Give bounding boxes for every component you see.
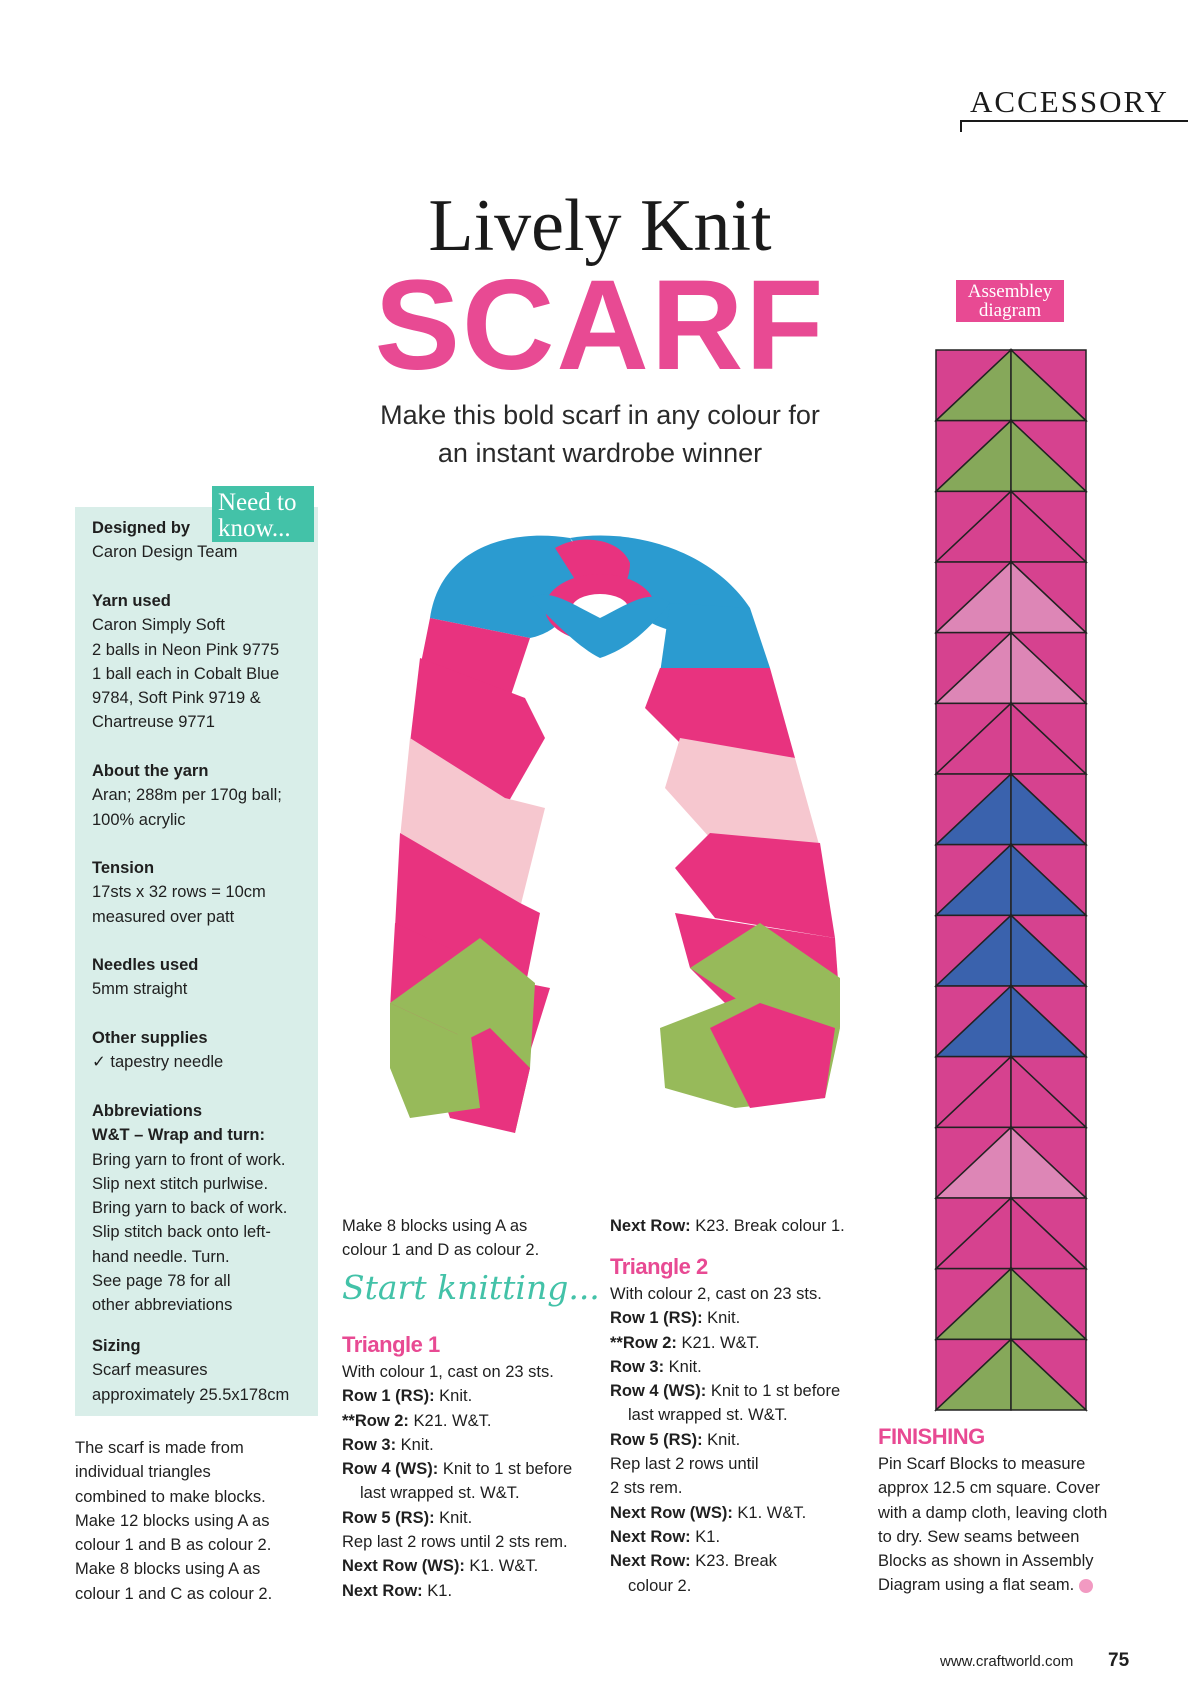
tri2-line-text: colour 2. xyxy=(628,1576,692,1595)
tri2-line xyxy=(610,1331,840,1355)
tri1-line-text: K1. W&T. xyxy=(464,1557,539,1576)
tri2-line xyxy=(610,1501,840,1525)
tri2-line xyxy=(610,1282,840,1306)
footer-url: www.craftworld.com xyxy=(940,1653,1074,1670)
tri1-line-text: Knit. xyxy=(434,1508,473,1527)
tri1-line-bold: Row 4 (WS): xyxy=(342,1460,439,1479)
abbreviations-subhead: W&T – Wrap and turn: xyxy=(92,1126,265,1145)
title-line-1: Lively Knit xyxy=(428,185,772,267)
diagram-block xyxy=(936,491,1086,562)
yarn-label: Yarn used xyxy=(92,592,171,610)
yarn-block xyxy=(92,589,312,735)
yarn-line: Chartreuse 9771 xyxy=(92,713,215,732)
tri1-line xyxy=(342,1384,572,1408)
tri1-line xyxy=(342,1433,572,1457)
column-3-top xyxy=(610,1214,845,1238)
column-2-top xyxy=(342,1214,539,1263)
diagram-block xyxy=(936,845,1086,916)
tri2-line-text: Knit. xyxy=(664,1357,702,1376)
tri1-line-text: last wrapped st. W&T. xyxy=(360,1484,520,1503)
tri2-line-text: Knit. xyxy=(702,1309,741,1328)
tri2-line xyxy=(610,1355,840,1379)
designed-by-block xyxy=(92,516,312,565)
tri2-line-bold: Row 4 (WS): xyxy=(610,1382,707,1401)
diagram-block xyxy=(936,915,1086,986)
tri1-line xyxy=(342,1481,572,1505)
tri1-line-text: K21. W&T. xyxy=(408,1411,492,1430)
abbreviations-block xyxy=(92,1099,312,1318)
scarf-photo xyxy=(330,508,890,1208)
about-yarn-line: 100% acrylic xyxy=(92,810,186,829)
designed-by-value: Caron Design Team xyxy=(92,543,238,562)
abbreviations-label: Abbreviations xyxy=(92,1102,203,1120)
start-knitting-heading: Start knitting... xyxy=(342,1268,600,1307)
yarn-ball-icon xyxy=(1079,1579,1093,1593)
yarn-line: 9784, Soft Pink 9719 & xyxy=(92,689,261,708)
tri2-line-text: Knit. xyxy=(702,1430,741,1449)
tri2-line-bold: Row 5 (RS): xyxy=(610,1430,703,1449)
finishing-line xyxy=(878,1573,1107,1597)
tri1-line-bold: Row 3: xyxy=(342,1435,397,1454)
intro-line: The scarf is made from xyxy=(75,1439,244,1457)
tri1-line xyxy=(342,1409,572,1433)
tension-label: Tension xyxy=(92,859,155,877)
tri2-line xyxy=(610,1452,840,1476)
page-number: 75 xyxy=(1108,1650,1130,1671)
col3-top-text: K23. Break colour 1. xyxy=(690,1217,845,1235)
intro-line: Make 8 blocks using A as xyxy=(75,1560,261,1579)
sizing-line: approximately 25.5x178cm xyxy=(92,1385,290,1404)
needles-block xyxy=(92,953,312,1002)
about-yarn-block xyxy=(92,759,312,832)
tri1-line-bold: Next Row: xyxy=(342,1581,423,1600)
finishing-block xyxy=(878,1422,1107,1598)
title-line-2: SCARF xyxy=(374,254,826,397)
tri2-line-text: With colour 2, cast on 23 sts. xyxy=(610,1285,822,1303)
tri1-line-text: With colour 1, cast on 23 sts. xyxy=(342,1363,554,1381)
finishing-line: to dry. Sew seams between xyxy=(878,1527,1080,1546)
tri1-line-bold: Row 1 (RS): xyxy=(342,1387,435,1406)
supplies-block xyxy=(92,1026,312,1075)
abbreviations-line: Bring yarn to front of work. xyxy=(92,1150,286,1169)
tension-line: 17sts x 32 rows = 10cm xyxy=(92,883,266,902)
finishing-line: with a damp cloth, leaving cloth xyxy=(878,1503,1108,1522)
needles-label: Needles used xyxy=(92,956,199,974)
finishing-last-text: Diagram using a flat seam. xyxy=(878,1576,1075,1595)
tri2-line xyxy=(610,1574,840,1598)
diagram-block xyxy=(936,1198,1086,1269)
yarn-line: 2 balls in Neon Pink 9775 xyxy=(92,640,280,659)
assembly-diagram-badge xyxy=(956,280,1064,322)
triangle-2-heading: Triangle 2 xyxy=(610,1254,708,1279)
subtitle xyxy=(340,396,860,472)
tri1-line xyxy=(342,1457,572,1481)
sizing-label: Sizing xyxy=(92,1337,141,1355)
col2-line: Make 8 blocks using A as xyxy=(342,1217,528,1235)
diagram-block xyxy=(936,1127,1086,1198)
supplies-value: ✓ tapestry needle xyxy=(92,1053,224,1072)
yarn-line: Caron Simply Soft xyxy=(92,616,225,635)
diagram-block xyxy=(936,350,1086,421)
tension-block xyxy=(92,856,312,929)
tri2-line-text: K21. W&T. xyxy=(676,1333,760,1352)
tri2-line xyxy=(610,1549,840,1573)
tri2-line xyxy=(610,1379,840,1403)
abbreviations-line: See page 78 for all xyxy=(92,1272,231,1291)
diagram-block xyxy=(936,1339,1086,1410)
tri2-line-bold: Next Row: xyxy=(610,1527,691,1546)
intro-line: colour 1 and C as colour 2. xyxy=(75,1584,273,1603)
tri1-line-text: Knit to 1 st before xyxy=(438,1460,573,1479)
tri2-line-text: last wrapped st. W&T. xyxy=(628,1406,788,1425)
subtitle-line-1: Make this bold scarf in any colour for xyxy=(380,400,820,430)
tri1-line-text: Rep last 2 rows until 2 sts rem. xyxy=(342,1533,568,1552)
tri1-line xyxy=(342,1554,572,1578)
diagram-badge-line-1: Assembley xyxy=(967,281,1053,302)
diagram-block xyxy=(936,1269,1086,1340)
tri2-line-text: K1. xyxy=(690,1527,721,1546)
diagram-badge-line-2: diagram xyxy=(978,300,1042,321)
diagram-block xyxy=(936,1057,1086,1128)
abbreviations-line: Slip stitch back onto left- xyxy=(92,1223,271,1242)
diagram-block xyxy=(936,703,1086,774)
section-label: ACCESSORY xyxy=(970,84,1169,119)
triangle-1-block xyxy=(342,1330,572,1603)
col3-top-line xyxy=(610,1214,845,1238)
designed-by-label: Designed by xyxy=(92,519,191,537)
diagram-block xyxy=(936,633,1086,704)
tri2-line-text: K1. W&T. xyxy=(732,1503,807,1522)
badge-line-2: know... xyxy=(218,515,291,542)
diagram-block xyxy=(936,774,1086,845)
tri2-line-bold: Row 3: xyxy=(610,1357,665,1376)
subtitle-line-2: an instant wardrobe winner xyxy=(437,438,763,468)
triangle-2-block xyxy=(610,1252,840,1598)
tri2-line-text: 2 sts rem. xyxy=(610,1479,683,1498)
intro-line: colour 1 and B as colour 2. xyxy=(75,1536,272,1555)
tri1-line xyxy=(342,1530,572,1554)
intro-line: individual triangles xyxy=(75,1463,211,1482)
finishing-heading: FINISHING xyxy=(878,1424,985,1449)
tri1-line-bold: Row 5 (RS): xyxy=(342,1508,435,1527)
tri2-line xyxy=(610,1476,840,1500)
tri1-line-bold: Next Row (WS): xyxy=(342,1557,465,1576)
tri2-line xyxy=(610,1306,840,1330)
tri2-line-text: Rep last 2 rows until xyxy=(610,1455,759,1474)
tri2-line-bold: Row 1 (RS): xyxy=(610,1309,703,1328)
sizing-block xyxy=(92,1334,312,1407)
yarn-line: 1 ball each in Cobalt Blue xyxy=(92,664,280,683)
needles-value: 5mm straight xyxy=(92,980,188,999)
triangle-1-heading: Triangle 1 xyxy=(342,1332,440,1357)
tri2-line xyxy=(610,1403,840,1427)
header-rule-tick xyxy=(960,120,962,132)
tri2-line xyxy=(610,1428,840,1452)
tri1-line-bold: **Row 2: xyxy=(342,1411,409,1430)
tri2-line xyxy=(610,1525,840,1549)
intro-text xyxy=(75,1436,272,1606)
about-yarn-line: Aran; 288m per 170g ball; xyxy=(92,786,282,805)
abbreviations-line: hand needle. Turn. xyxy=(92,1247,230,1266)
col3-top-bold: Next Row: xyxy=(610,1217,691,1235)
about-yarn-label: About the yarn xyxy=(92,762,209,780)
finishing-line: Pin Scarf Blocks to measure xyxy=(878,1455,1086,1473)
abbreviations-line: Bring yarn to back of work. xyxy=(92,1199,288,1218)
diagram-block xyxy=(936,562,1086,633)
intro-line: combined to make blocks. xyxy=(75,1487,266,1506)
tri1-line xyxy=(342,1579,572,1603)
tri2-line-text: Knit to 1 st before xyxy=(706,1382,841,1401)
tri2-line-bold: Next Row (WS): xyxy=(610,1503,733,1522)
tri1-line xyxy=(342,1506,572,1530)
intro-line: Make 12 blocks using A as xyxy=(75,1511,270,1530)
diagram-block xyxy=(936,421,1086,492)
finishing-line: Blocks as shown in Assembly xyxy=(878,1552,1094,1571)
tension-line: measured over patt xyxy=(92,907,235,926)
abbreviations-line: other abbreviations xyxy=(92,1296,233,1315)
finishing-line: approx 12.5 cm square. Cover xyxy=(878,1479,1100,1498)
sizing-line: Scarf measures xyxy=(92,1361,208,1380)
supplies-label: Other supplies xyxy=(92,1029,208,1047)
tri1-line-text: Knit. xyxy=(434,1387,473,1406)
abbreviations-line: Slip next stitch purlwise. xyxy=(92,1174,269,1193)
section-header xyxy=(960,80,1188,134)
col2-line: colour 1 and D as colour 2. xyxy=(342,1241,540,1260)
tri1-line-text: Knit. xyxy=(396,1435,434,1454)
badge-line-1: Need to xyxy=(218,489,297,516)
tri1-line xyxy=(342,1360,572,1384)
tri2-line-bold: **Row 2: xyxy=(610,1333,677,1352)
tri2-line-bold: Next Row: xyxy=(610,1552,691,1571)
diagram-block xyxy=(936,986,1086,1057)
assembly-diagram xyxy=(934,348,1088,1412)
header-rule xyxy=(960,120,1188,122)
tri2-line-text: K23. Break xyxy=(690,1552,777,1571)
tri1-line-text: K1. xyxy=(422,1581,453,1600)
